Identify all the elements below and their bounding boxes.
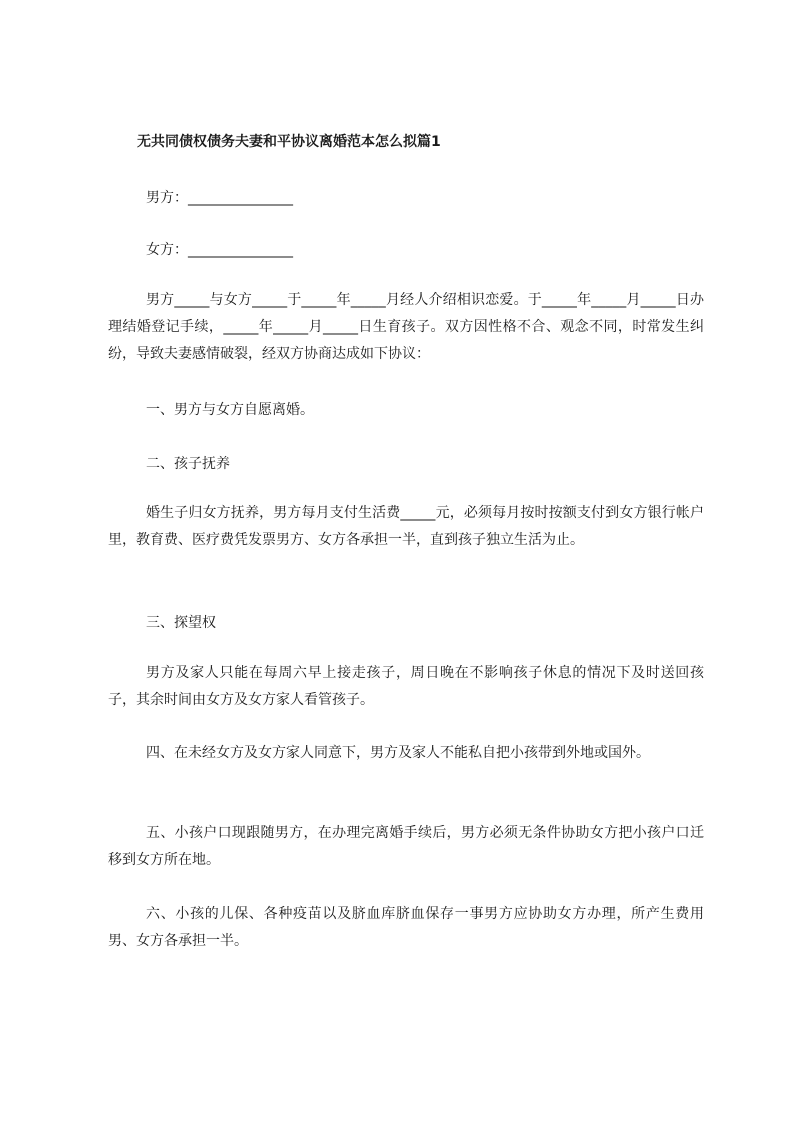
intro-paragraph: 男方_____与女方_____于_____年_____月经人介绍相识恋爱。于_____年_____月_____日办理结婚登记手续，_____年_____月_____日生育孩子。双方因性格不合、观念不同，时常发生纠纷，导致夫妻感情破裂，经双方协商达成如下协议：	[108, 292, 704, 362]
clause-4: 四、在未经女方及女方家人同意下，男方及家人不能私自把小孩带到外地或国外。	[146, 745, 650, 761]
clause-1: 一、男方与女方自愿离婚。	[146, 402, 314, 418]
clause-6: 六、小孩的儿保、各种疫苗以及脐血库脐血保存一事男方应协助女方办理，所产生费用男、女方各承担一半。	[108, 906, 704, 949]
clause-5: 五、小孩户口现跟随男方，在办理完离婚手续后，男方必须无条件协助女方把小孩户口迁移到女方所在地。	[108, 825, 704, 868]
male-party-line: 男方：_______________	[146, 190, 293, 206]
clause-2-body: 婚生子归女方抚养，男方每月支付生活费_____元，必须每月按时按额支付到女方银行帐户里，教育费、医疗费凭发票男方、女方各承担一半，直到孩子独立生活为止。	[108, 505, 704, 548]
clause-3-heading: 三、探望权	[146, 615, 216, 631]
document-title: 无共同债权债务夫妻和平协议离婚范本怎么拟篇1	[137, 134, 441, 150]
clause-2-heading: 二、孩子抚养	[146, 456, 230, 472]
clause-3-body: 男方及家人只能在每周六早上接走孩子，周日晚在不影响孩子休息的情况下及时送回孩子，其余时间由女方及女方家人看管孩子。	[108, 665, 704, 708]
female-party-line: 女方：_______________	[146, 242, 293, 258]
